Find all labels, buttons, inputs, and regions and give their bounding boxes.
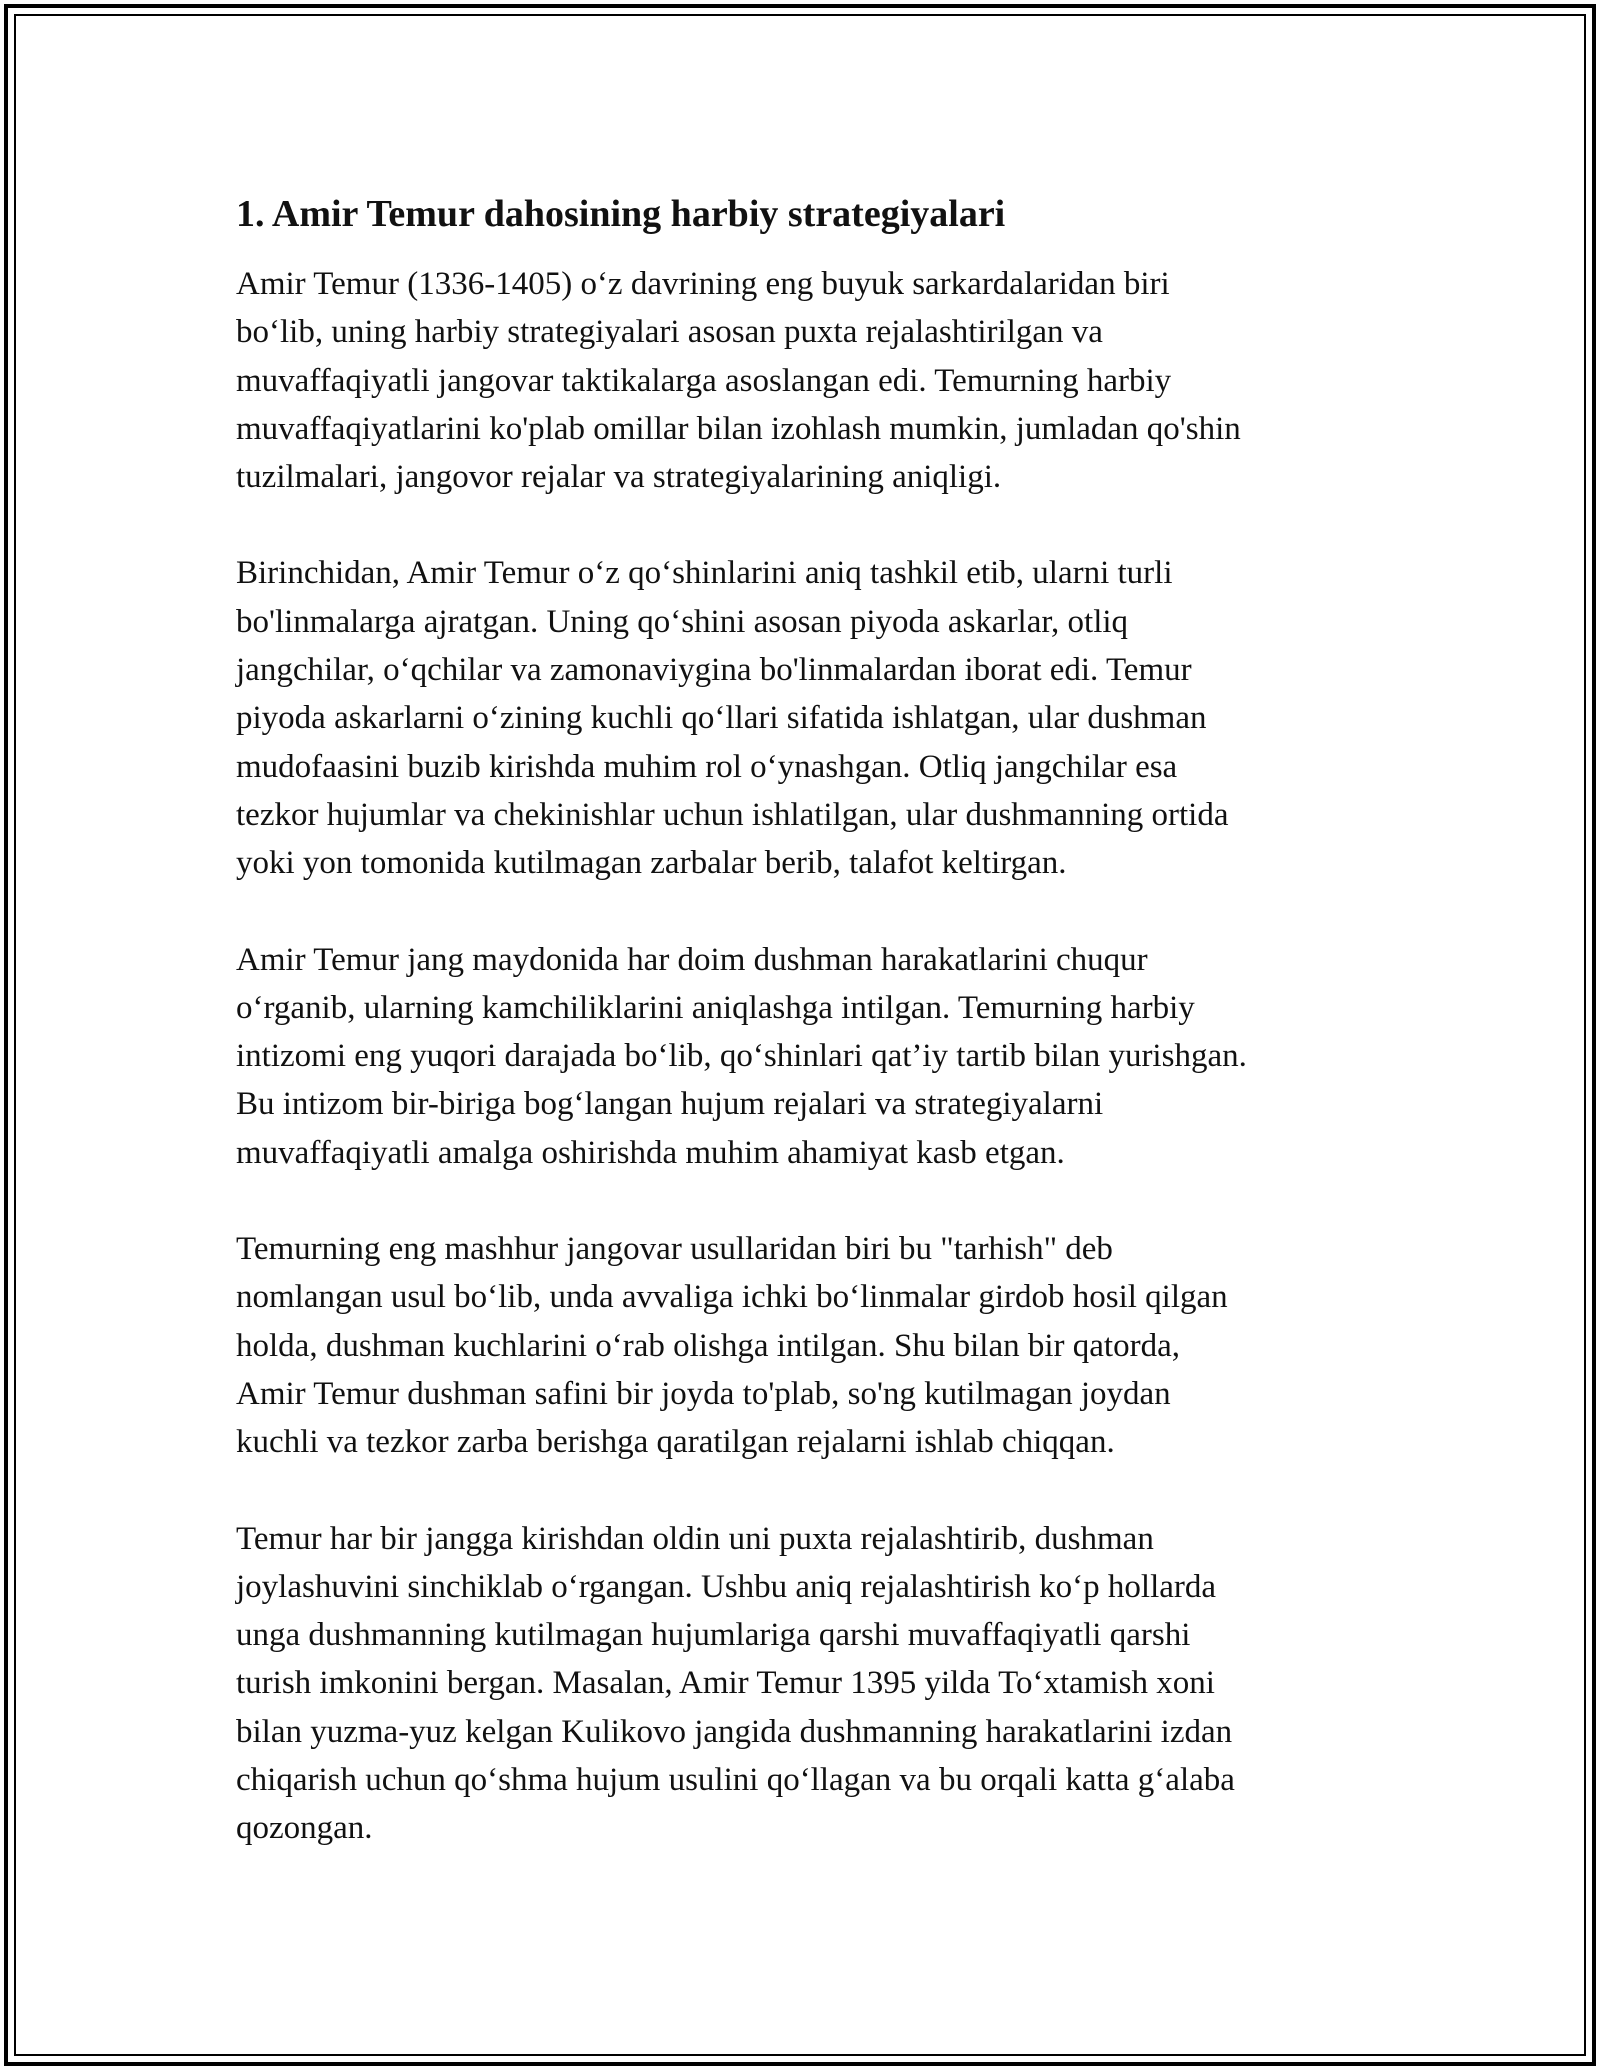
paragraph-4: Temurning eng mashhur jangovar usullaridan biri bu "tarhish" deb nomlangan usul bo‘lib, unda avvaliga ichki bo‘linmalar girdob hosil qilgan holda, dushman kuchlarini o‘rab olishga intilgan. Shu bilan bir qatorda, Amir Temur dushman safini bir joyda to'plab, so'ng kutilmagan joydan kuchli va tezkor zarba berishga qaratilgan rejalarni ishlab chiqqan. [236,1231,1228,1461]
paragraph-3: Amir Temur jang maydonida har doim dushman harakatlarini chuqur o‘rganib, ularning kamchiliklarini aniqlashga intilgan. Temurning harbiy intizomi eng yuqori darajada bo‘lib, qo‘shinlari qat’iy tartib bilan yurishgan. Bu intizom bir-biriga bog‘langan hujum rejalari va strategiyalarni muvaffaqiyatli amalga oshirishda muhim ahamiyat kasb etgan. [236,941,1247,1171]
document-body [236,188,1368,1853]
document-title: 1. Amir Temur dahosining harbiy strategiyalari [236,193,1006,235]
paragraph-2: Birinchidan, Amir Temur o‘z qo‘shinlarini aniq tashkil etib, ularni turli bo'linmalarga ajratgan. Uning qo‘shini asosan piyoda askarlar, otliq jangchilar, o‘qchilar va zamonaviygina bo'linmalardan iborat edi. Temur piyoda askarlarni o‘zining kuchli qo‘llari sifatida ishlatgan, ular dushman mudofaasini buzib kirishda muhim rol o‘ynashgan. Otliq jangchilar esa tezkor hujumlar va chekinishlar uchun ishlatilgan, ular dushmanning ortida yoki yon tomonida kutilmagan zarbalar berib, talafot keltirgan. [236,555,1229,882]
paragraph-5: Temur har bir jangga kirishdan oldin uni puxta rejalashtirib, dushman joylashuvini sinchiklab o‘rgangan. Ushbu aniq rejalashtirish ko‘p hollarda unga dushmanning kutilmagan hujumlariga qarshi muvaffaqiyatli qarshi turish imkonini bergan. Masalan, Amir Temur 1395 yilda To‘xtamish xoni bilan yuzma-yuz kelgan Kulikovo jangida dushmanning harakatlarini izdan chiqarish uchun qo‘shma hujum usulini qo‘llagan va bu orqali katta g‘alaba qozongan. [236,1520,1235,1847]
paragraph-1: Amir Temur (1336-1405) o‘z davrining eng buyuk sarkardalaridan biri bo‘lib, uning harbiy strategiyalari asosan puxta rejalashtirilgan va muvaffaqiyatli jangovar taktikalarga asoslangan edi. Temurning harbiy muvaffaqiyatlarini ko'plab omillar bilan izohlash mumkin, jumladan qo'shin tuzilmalari, jangovor rejalar va strategiyalarining aniqligi. [236,266,1241,496]
